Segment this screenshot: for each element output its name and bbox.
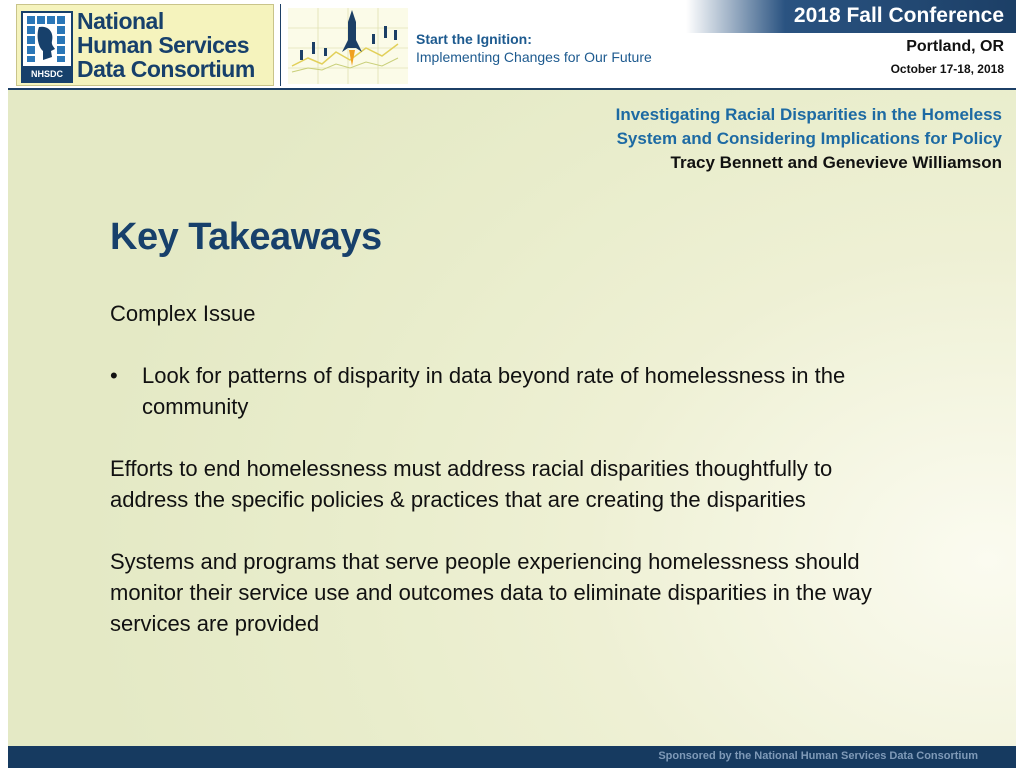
rocket-chart-icon bbox=[288, 8, 408, 84]
nhsdc-logo-mark-icon bbox=[21, 11, 73, 83]
logo-line-3: Data Consortium bbox=[77, 56, 255, 82]
logo-mark-text: NHSDC bbox=[30, 69, 64, 79]
slide-body bbox=[110, 298, 910, 670]
conference-location: Portland, OR bbox=[906, 38, 1004, 55]
talk-authors: Tracy Bennett and Genevieve Williamson bbox=[670, 153, 1002, 172]
slide-footer bbox=[8, 746, 1016, 768]
slide-heading: Key Takeaways bbox=[110, 216, 382, 258]
tagline-line-2: Implementing Changes for Our Future bbox=[416, 49, 652, 65]
sponsor-text: Sponsored by the National Human Services Data Consortium bbox=[658, 750, 978, 762]
bullet-glyph: • bbox=[110, 363, 118, 388]
header-divider bbox=[280, 4, 281, 86]
talk-title-line-1: Investigating Racial Disparities in the Homeless bbox=[615, 105, 1002, 124]
logo-line-1: National bbox=[77, 8, 164, 34]
bullet-text: Look for patterns of disparity in data beyond rate of homelessness in the community bbox=[142, 363, 846, 419]
talk-info bbox=[616, 103, 1002, 175]
takeaway-paragraph-efforts: Efforts to end homelessness must address racial disparities thoughtfully to address the specific policies & practices that are creating the disparities bbox=[110, 456, 833, 512]
takeaway-paragraph-systems: Systems and programs that serve people experiencing homelessness should monitor their service use and outcomes data to eliminate disparities in the way services are provided bbox=[110, 549, 872, 636]
slide-header bbox=[8, 0, 1016, 90]
conference-dates: October 17-18, 2018 bbox=[890, 62, 1004, 76]
conference-name: 2018 Fall Conference bbox=[793, 4, 1004, 27]
slide-frame bbox=[8, 0, 1016, 768]
logo-wordmark bbox=[77, 9, 277, 81]
conference-banner bbox=[686, 0, 1016, 33]
bullet-item bbox=[110, 360, 910, 422]
nhsdc-logo bbox=[16, 4, 274, 86]
tagline-line-1: Start the Ignition: bbox=[416, 31, 532, 47]
logo-line-2: Human Services bbox=[77, 32, 249, 58]
section-complex-issue-title: Complex Issue bbox=[110, 301, 256, 326]
talk-title-line-2: System and Considering Implications for Policy bbox=[616, 129, 1002, 148]
conference-tagline bbox=[416, 30, 652, 66]
